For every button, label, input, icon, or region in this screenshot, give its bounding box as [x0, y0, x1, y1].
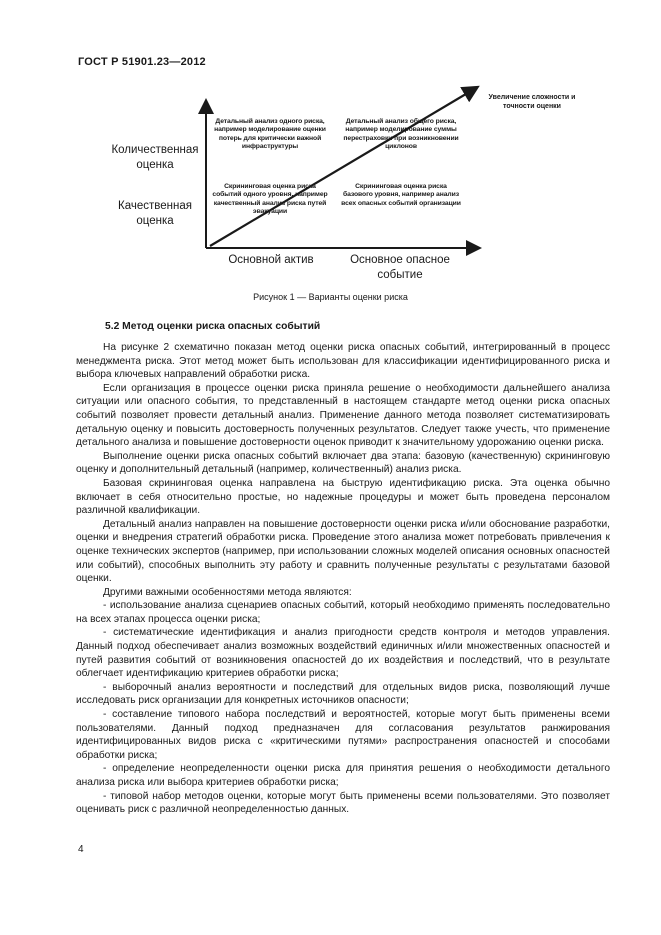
body-text: [76, 341, 610, 817]
list-item: - использование анализа сценариев опасных событий, который необходимо применять последовательно на всех этапах процесса оценки риска;: [76, 600, 610, 625]
complexity-arrow: [210, 88, 476, 246]
figure-axes-svg: [0, 0, 661, 300]
x-label-main-hazard: Основное опасное событие: [350, 254, 450, 281]
arrow-label: Увеличение сложности и точности оценки: [488, 94, 576, 110]
cell-top-left: Детальный анализ одного риска, например моделирование оценки потерь для критически важной инфраструктуры: [214, 118, 326, 151]
cell-bottom-left: Скрининговая оценка риска событий одного уровня, например качественный анализ риска путей эвакуации: [212, 183, 328, 216]
list-item: - типовой набор методов оценки, которые могут быть применены всеми пользователями. Это позволяет оценивать риск с различной неопределенностью данных.: [76, 790, 610, 816]
cell-top-right: Детальный анализ общего риска, например моделирование суммы перестраховки при возникновении циклонов: [343, 118, 459, 151]
paragraph: Базовая скрининговая оценка направлена на быструю идентификацию риска. Эта оценка обычно включает в себя относительно простые, но надежные процедуры и может быть проведена персоналом различной квалификации.: [76, 477, 610, 517]
paragraph: На рисунке 2 схематично показан метод оценки риска опасных событий, интегрированный в процесс менеджмента риска. Этот метод может быть использован для классификации идентифицированного риска и выбора ключевых направлений обработки риска.: [76, 342, 610, 381]
figure-caption: Рисунок 1 — Варианты оценки риска: [253, 292, 408, 302]
list-item: - выборочный анализ вероятности и последствий для отдельных видов риска, позволяющий лучше исследовать риск организации для конкретных источников опасности;: [76, 681, 610, 707]
list-item: - систематические идентификация и анализ пригодности средств контроля и методов управления. Данный подход обеспечивает анализ возможных воздействий единичных и/или множественных опасностей и путей развития событий от возникновения опасностей до их воздействия и последствий, что в результате облегчает идентификацию критериев обработки риска;: [76, 627, 610, 680]
paragraph: Если организация в процессе оценки риска приняла решение о необходимости дальнейшего анализа ситуации или опасного события, то представленный в настоящем стандарте метод оценки риска опасных событий позволяет провести детальный анализ. Применение данного метода позволяет систематизировать детальную оценку и повысить достоверность полученных результатов. Следует также учесть, что применение детального анализа и повышение достоверности оценок приводит к значительному удорожанию оценки риска.: [76, 382, 610, 449]
y-label-quantitative: Количественная оценка: [111, 144, 199, 171]
paragraph: Выполнение оценки риска опасных событий включает два этапа: базовую (качественную) скрининговую оценку и дополнительный детальный (например, количественный) анализ риска.: [76, 450, 610, 476]
paragraph: Детальный анализ направлен на повышение достоверности оценки риска и/или обоснование разработки, оценки и внедрения стратегий обработки риска. Проведение этого анализа может потребовать привлечения к оценке технических экспертов (например, при использовании сложных моделей описания основных опасностей или событий), способных выполнить эту работу и сравнить полученные результаты с результатами базовой оценки.: [76, 518, 610, 585]
document-header: ГОСТ Р 51901.23—2012: [78, 56, 206, 68]
cell-bottom-right: Скрининговая оценка риска базового уровня, например анализ всех опасных событий организации: [341, 183, 461, 207]
list-item: - составление типового набора последствий и вероятностей, которые могут быть применены всеми пользователями. Данный подход предназначен для согласования результатов ранжирования идентифицированных видов риска с «критическими путями» распространения опасностей и способами обработки риска;: [76, 709, 610, 761]
risk-assessment-figure: [0, 0, 661, 300]
list-item: - определение неопределенности оценки риска для принятия решения о необходимости детального анализа риска или выбора критериев обработки риска;: [76, 763, 610, 788]
section-title: 5.2 Метод оценки риска опасных событий: [105, 321, 321, 332]
y-label-qualitative: Качественная оценка: [118, 200, 192, 227]
page-number: 4: [78, 844, 84, 855]
x-label-main-asset: Основной актив: [228, 254, 314, 266]
paragraph: Другими важными особенностями метода являются:: [103, 586, 352, 598]
